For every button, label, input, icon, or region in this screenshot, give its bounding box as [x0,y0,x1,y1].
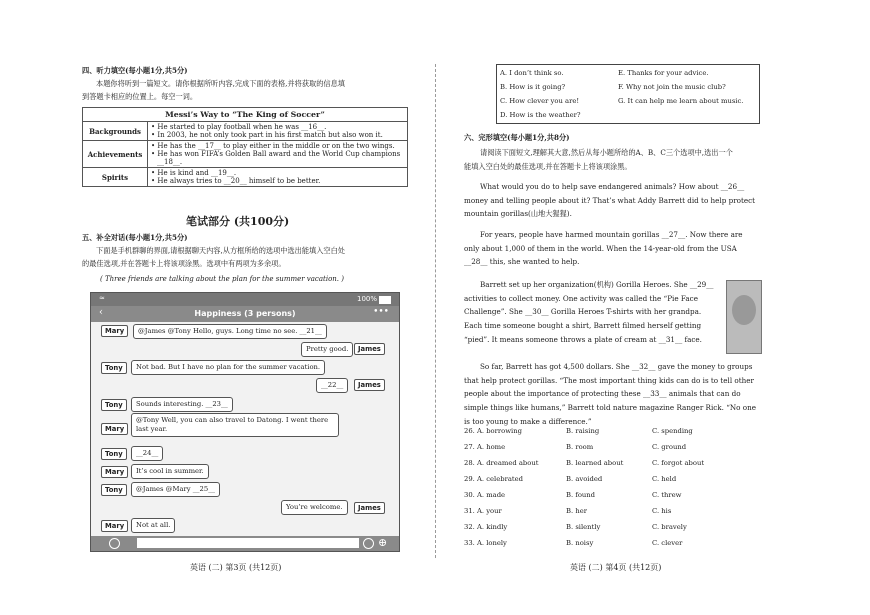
question-option: B. learned about [566,459,624,467]
question-option: C. forgot about [652,459,705,467]
question-option: B. raising [566,427,600,435]
table-line: • He is kind and __19__. [151,169,237,177]
question-option: 29. A. celebrated [464,475,523,483]
listening-table [82,107,408,187]
chat-message: Not bad. But I have no plan for the summer vacation. [131,360,325,375]
sender-name: James [354,343,385,355]
section5-instruction: 下面是手机群聊的界面,请根据聊天内容,从方框所给的选项中选出能填入空白处 [96,246,345,255]
question-option: C. bravely [652,523,687,531]
chat-message: Sounds interesting. __23__ [131,397,233,412]
sender-name: Mary [101,520,128,532]
chat-message: Not at all. [131,518,175,533]
option-item: G. It can help me learn about music. [618,97,744,105]
row-label: Achievements [83,141,148,168]
question-option: C. spending [652,427,693,435]
question-option: C. ground [652,443,687,451]
chat-message: __22__ [316,378,348,393]
page-footer-right: 英语 (二) 第4页 (共12页) [570,563,662,572]
add-icon[interactable]: ⊕ [378,536,388,549]
more-icon[interactable]: ••• [373,307,389,317]
question-option: 28. A. dreamed about [464,459,539,467]
table-line: __18__. [157,158,183,166]
sender-name: Mary [101,466,128,478]
scenario-note: ( Three friends are talking about the plan for the summer vacation. ) [100,275,344,283]
page-divider [435,64,436,558]
section5-instruction-cont: 的最佳选项,并在答题卡上将该项涂黑。选项中有两项为多余项。 [82,259,286,268]
table-line: • He always tries to __20__ himself to be better. [151,177,321,185]
chat-title: Happiness (3 persons) [91,306,399,322]
table-line: • He started to play football when he was __16__. [151,123,327,131]
chat-message: __24__ [131,446,163,461]
sender-name: Tony [101,448,127,460]
section4-instruction-cont: 到答题卡相应的位置上。每空一词。 [82,92,198,101]
option-item: F. Why not join the music club? [618,83,726,91]
battery-icon [379,296,391,304]
option-item: D. How is the weather? [500,111,581,119]
chat-message: @Tony Well, you can also travel to Datong. I went there last year. [131,413,339,437]
table-line: • He has the __17__ to play either in the middle or on the two wings. [151,142,395,150]
question-option: 27. A. home [464,443,506,451]
section6-instruction-cont: 能填入空白处的最佳选项,并在答题卡上将该项涂黑。 [464,162,632,171]
option-item: C. How clever you are! [500,97,580,105]
back-arrow-icon[interactable]: ‹ [99,307,103,318]
question-option: B. noisy [566,539,594,547]
sender-name: James [354,502,385,514]
question-option: B. avoided [566,475,603,483]
chat-message: You’re welcome. [281,500,348,515]
section4-title: 四、听力填空(每小题1分,共5分) [82,66,188,75]
sender-name: Mary [101,423,128,435]
option-item: A. I don’t think so. [500,69,564,77]
question-option: 33. A. lonely [464,539,507,547]
option-item: E. Thanks for your advice. [618,69,709,77]
option-item: B. How is it going? [500,83,566,91]
question-option: 30. A. made [464,491,506,499]
sender-name: Tony [101,484,127,496]
question-option: B. her [566,507,587,515]
row-label: Spirits [83,168,148,187]
chat-message: @James @Tony Hello, guys. Long time no see. __21__ [133,324,327,339]
sender-name: James [354,379,385,391]
passage-paragraph: For years, people have harmed mountain gorillas __27__. Now there are only about 1,000 of them in the world. When the 14-year-old from the USA __28__ this, she wanted to help. [464,230,743,267]
page-footer-left: 英语 (二) 第3页 (共12页) [190,563,282,572]
question-option: C. threw [652,491,682,499]
battery-indicator: 100% [356,295,377,303]
table-line: • He has won FIFA’s Golden Ball award and the World Cup champions [151,150,401,158]
row-label: Backgrounds [83,122,148,141]
sender-name: Tony [101,399,127,411]
phone-status-bar [91,293,399,306]
section5-title: 五、补全对话(每小题1分,共5分) [82,233,188,242]
written-part-title: 笔试部分 (共100分) [186,215,290,228]
phone-chat [90,292,400,552]
section6-instruction: 请阅读下面短文,理解其大意,然后从每小题所给的A、B、C三个选项中,选出一个 [480,148,733,157]
chat-message: It’s cool in summer. [131,464,209,479]
chat-message: @James @Mary __25__ [131,482,220,497]
question-option: C. held [652,475,677,483]
passage-paragraph: Barrett set up her organization(机构) Gorilla Heroes. She __29__ activities to collect money. One activity was called the “Pie Face Challenge”. She __30__ Gorilla Heroes T-shirts with her grandpa. Each time someone bought a shirt, Barrett filmed herself getting “pied”. It means someone throws a plate of cream at __31__ face. [464,280,714,344]
question-option: B. room [566,443,594,451]
table-line: • In 2003, he not only took part in his first match but also won it. [151,131,383,139]
table-title: Messi’s Way to “The King of Soccer” [83,108,408,122]
question-option: C. clever [652,539,683,547]
question-option: 31. A. your [464,507,502,515]
phone-input-bar [91,536,399,551]
section6-title: 六、完形填空(每小题1分,共8分) [464,133,570,142]
girl-photo [726,280,762,354]
voice-icon[interactable] [109,538,120,549]
question-option: C. his [652,507,672,515]
question-option: B. found [566,491,596,499]
emoji-icon[interactable] [363,538,374,549]
section4-instruction: 本题你将听到一篇短文。请你根据所听内容,完成下面的表格,并将获取的信息填 [96,79,345,88]
chat-message: Pretty good. [301,342,353,357]
wifi-icon: ≈ [99,294,105,302]
question-option: 26. A. borrowing [464,427,522,435]
message-input[interactable] [137,538,359,548]
sender-name: Tony [101,362,127,374]
sender-name: Mary [101,325,128,337]
passage-paragraph: So far, Barrett has got 4,500 dollars. She __32__ gave the money to groups that help protect gorillas. “The most important thing kids can do is to tell other people about the importance of protecting these __33__ animals that can do simple things like humans,” Barrett told nature magazine Ranger Rick. “No one is too young to make a difference.” [464,362,756,426]
question-option: 32. A. kindly [464,523,508,531]
question-option: B. silently [566,523,601,531]
passage-paragraph: What would you do to help save endangered animals? How about __26__ money and telling people about it? That’s what Addy Barrett did to help protect mountain gorillas(山地大猩猩). [464,182,756,219]
